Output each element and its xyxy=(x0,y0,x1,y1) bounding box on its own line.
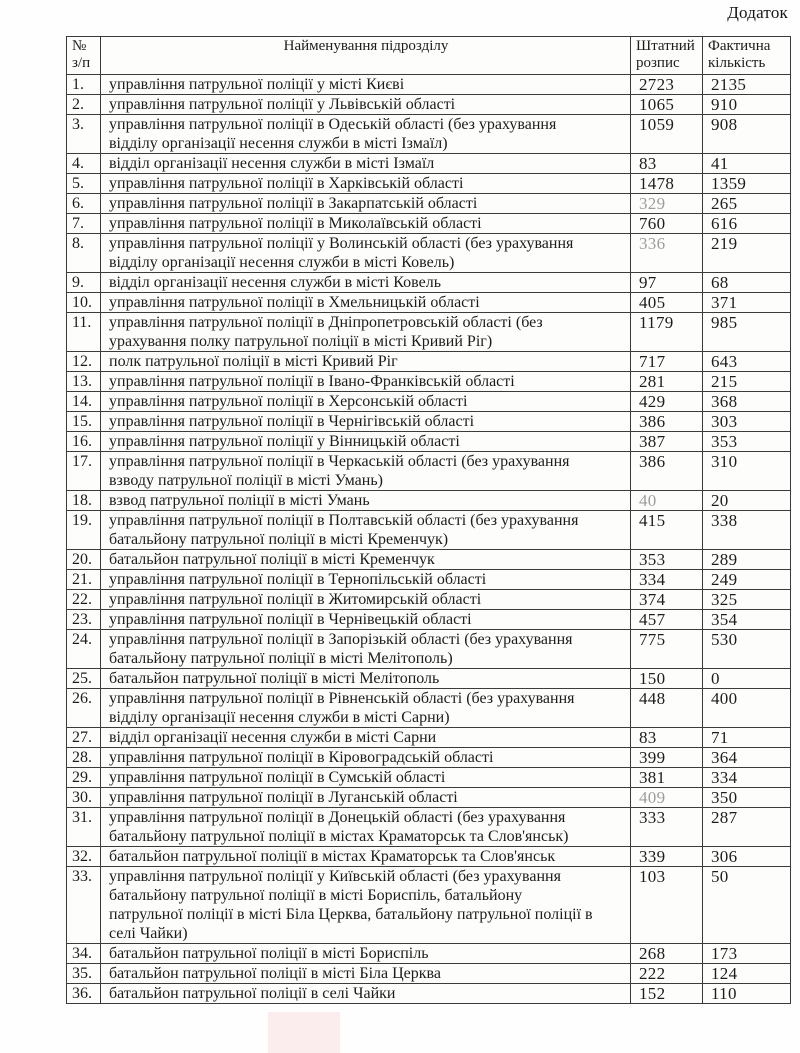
staff-count-cell: 717 xyxy=(631,352,703,372)
staff-count-cell: 1179 xyxy=(631,313,703,352)
unit-name-cell: відділ організації несення служби в місті Ізмаїл xyxy=(101,154,631,174)
row-number-cell: 14. xyxy=(67,392,101,412)
header-unit-name: Найменування підрозділу xyxy=(101,37,631,75)
actual-count-cell: 265 xyxy=(703,194,791,214)
unit-name-cell: управління патрульної поліції в Житомирській області xyxy=(101,590,631,610)
actual-count-cell: 985 xyxy=(703,313,791,352)
table-row xyxy=(67,293,791,313)
table-row xyxy=(67,867,791,944)
table-row xyxy=(67,550,791,570)
actual-count-cell: 71 xyxy=(703,728,791,748)
table-row xyxy=(67,95,791,115)
row-number-cell: 22. xyxy=(67,590,101,610)
unit-name-cell: батальйон патрульної поліції в селі Чайки xyxy=(101,984,631,1004)
table-header-row xyxy=(67,37,791,75)
scan-artifact xyxy=(268,1012,340,1053)
staff-count-cell: 399 xyxy=(631,748,703,768)
table-row xyxy=(67,174,791,194)
staff-count-cell: 775 xyxy=(631,630,703,669)
unit-name-cell: управління патрульної поліції у Львівській області xyxy=(101,95,631,115)
table-row xyxy=(67,452,791,491)
actual-count-cell: 334 xyxy=(703,768,791,788)
table-row xyxy=(67,669,791,689)
actual-count-cell: 350 xyxy=(703,788,791,808)
staff-count-cell: 374 xyxy=(631,590,703,610)
row-number-cell: 35. xyxy=(67,964,101,984)
row-number-cell: 6. xyxy=(67,194,101,214)
actual-count-cell: 338 xyxy=(703,511,791,550)
unit-name-cell: управління патрульної поліції в Чернівецькій області xyxy=(101,610,631,630)
header-staff-count: Штатний розпис xyxy=(631,37,703,75)
row-number-cell: 3. xyxy=(67,115,101,154)
row-number-cell: 19. xyxy=(67,511,101,550)
table-row xyxy=(67,689,791,728)
unit-name-cell: управління патрульної поліції в Рівненській області (без урахування відділу організації несення служби в місті Сарни) xyxy=(101,689,631,728)
staffing-table xyxy=(66,36,791,1004)
unit-name-cell: управління патрульної поліції в Миколаївській області xyxy=(101,214,631,234)
row-number-cell: 1. xyxy=(67,75,101,95)
staff-count-cell: 152 xyxy=(631,984,703,1004)
row-number-cell: 31. xyxy=(67,808,101,847)
table-row xyxy=(67,491,791,511)
staff-count-cell: 1059 xyxy=(631,115,703,154)
actual-count-cell: 50 xyxy=(703,867,791,944)
unit-name-cell: взвод патрульної поліції в місті Умань xyxy=(101,491,631,511)
actual-count-cell: 303 xyxy=(703,412,791,432)
unit-name-cell: управління патрульної поліції в Дніпропетровській області (без урахування полку патрульної поліції в місті Кривий Ріг) xyxy=(101,313,631,352)
row-number-cell: 26. xyxy=(67,689,101,728)
staff-count-cell: 415 xyxy=(631,511,703,550)
staff-count-cell: 97 xyxy=(631,273,703,293)
staff-count-cell: 268 xyxy=(631,944,703,964)
staff-count-cell: 353 xyxy=(631,550,703,570)
row-number-cell: 8. xyxy=(67,234,101,273)
actual-count-cell: 306 xyxy=(703,847,791,867)
table-row xyxy=(67,194,791,214)
table-row xyxy=(67,590,791,610)
row-number-cell: 20. xyxy=(67,550,101,570)
unit-name-cell: управління патрульної поліції в Закарпатській області xyxy=(101,194,631,214)
unit-name-cell: управління патрульної поліції в Херсонській області xyxy=(101,392,631,412)
staff-count-cell: 1065 xyxy=(631,95,703,115)
table-row xyxy=(67,392,791,412)
row-number-cell: 34. xyxy=(67,944,101,964)
table-row xyxy=(67,372,791,392)
actual-count-cell: 110 xyxy=(703,984,791,1004)
actual-count-cell: 354 xyxy=(703,610,791,630)
actual-count-cell: 249 xyxy=(703,570,791,590)
row-number-cell: 17. xyxy=(67,452,101,491)
staff-count-cell: 429 xyxy=(631,392,703,412)
staff-count-cell: 409 xyxy=(631,788,703,808)
actual-count-cell: 643 xyxy=(703,352,791,372)
staff-count-cell: 381 xyxy=(631,768,703,788)
actual-count-cell: 530 xyxy=(703,630,791,669)
unit-name-cell: батальйон патрульної поліції в місті Мелітополь xyxy=(101,669,631,689)
actual-count-cell: 910 xyxy=(703,95,791,115)
row-number-cell: 21. xyxy=(67,570,101,590)
row-number-cell: 25. xyxy=(67,669,101,689)
unit-name-cell: управління патрульної поліції у місті Києві xyxy=(101,75,631,95)
actual-count-cell: 325 xyxy=(703,590,791,610)
annex-label: Додаток xyxy=(727,3,788,22)
unit-name-cell: батальйон патрульної поліції в місті Кременчук xyxy=(101,550,631,570)
staff-count-cell: 329 xyxy=(631,194,703,214)
unit-name-cell: управління патрульної поліції в Черкаській області (без урахування взводу патрульної поліції в місті Умань) xyxy=(101,452,631,491)
actual-count-cell: 368 xyxy=(703,392,791,412)
table-row xyxy=(67,273,791,293)
unit-name-cell: управління патрульної поліції в Одеській області (без урахування відділу організації несення служби в місті Ізмаїл) xyxy=(101,115,631,154)
staff-count-cell: 222 xyxy=(631,964,703,984)
table-row xyxy=(67,630,791,669)
table-row xyxy=(67,154,791,174)
actual-count-cell: 371 xyxy=(703,293,791,313)
table-row xyxy=(67,808,791,847)
unit-name-cell: батальйон патрульної поліції в містах Краматорськ та Слов'янськ xyxy=(101,847,631,867)
staff-count-cell: 150 xyxy=(631,669,703,689)
unit-name-cell: управління патрульної поліції в Сумській області xyxy=(101,768,631,788)
row-number-cell: 18. xyxy=(67,491,101,511)
unit-name-cell: відділ організації несення служби в місті Ковель xyxy=(101,273,631,293)
row-number-cell: 5. xyxy=(67,174,101,194)
header-actual-count: Фактична кількість xyxy=(703,37,791,75)
row-number-cell: 33. xyxy=(67,867,101,944)
actual-count-cell: 41 xyxy=(703,154,791,174)
unit-name-cell: полк патрульної поліції в місті Кривий Ріг xyxy=(101,352,631,372)
actual-count-cell: 124 xyxy=(703,964,791,984)
row-number-cell: 10. xyxy=(67,293,101,313)
staff-count-cell: 457 xyxy=(631,610,703,630)
actual-count-cell: 616 xyxy=(703,214,791,234)
table-row xyxy=(67,570,791,590)
actual-count-cell: 310 xyxy=(703,452,791,491)
actual-count-cell: 353 xyxy=(703,432,791,452)
unit-name-cell: батальйон патрульної поліції в місті Біла Церква xyxy=(101,964,631,984)
unit-name-cell: управління патрульної поліції в Тернопільській області xyxy=(101,570,631,590)
row-number-cell: 11. xyxy=(67,313,101,352)
actual-count-cell: 215 xyxy=(703,372,791,392)
unit-name-cell: управління патрульної поліції в Хмельницькій області xyxy=(101,293,631,313)
table-body xyxy=(67,75,791,1004)
staff-count-cell: 103 xyxy=(631,867,703,944)
staff-count-cell: 336 xyxy=(631,234,703,273)
row-number-cell: 4. xyxy=(67,154,101,174)
table-row xyxy=(67,984,791,1004)
row-number-cell: 30. xyxy=(67,788,101,808)
row-number-cell: 23. xyxy=(67,610,101,630)
actual-count-cell: 400 xyxy=(703,689,791,728)
unit-name-cell: управління патрульної поліції в Кіровоградській області xyxy=(101,748,631,768)
unit-name-cell: управління патрульної поліції в Полтавській області (без урахування батальйону патрульної поліції в місті Кременчук) xyxy=(101,511,631,550)
staff-count-cell: 40 xyxy=(631,491,703,511)
row-number-cell: 7. xyxy=(67,214,101,234)
row-number-cell: 29. xyxy=(67,768,101,788)
unit-name-cell: управління патрульної поліції в Запорізькій області (без урахування батальйону патрульної поліції в місті Мелітополь) xyxy=(101,630,631,669)
staff-count-cell: 333 xyxy=(631,808,703,847)
unit-name-cell: управління патрульної поліції у Київській області (без урахування батальйону патрульної поліції в місті Бориспіль, батальйону патрульної поліції в місті Біла Церква, батальйону патрульної поліції в селі Чайки) xyxy=(101,867,631,944)
unit-name-cell: управління патрульної поліції в Чернігівській області xyxy=(101,412,631,432)
table-row xyxy=(67,234,791,273)
staff-count-cell: 760 xyxy=(631,214,703,234)
actual-count-cell: 173 xyxy=(703,944,791,964)
staff-count-cell: 281 xyxy=(631,372,703,392)
table-row xyxy=(67,847,791,867)
table-row xyxy=(67,313,791,352)
actual-count-cell: 287 xyxy=(703,808,791,847)
staff-count-cell: 386 xyxy=(631,452,703,491)
table-row xyxy=(67,964,791,984)
row-number-cell: 27. xyxy=(67,728,101,748)
staff-count-cell: 405 xyxy=(631,293,703,313)
staff-count-cell: 386 xyxy=(631,412,703,432)
unit-name-cell: управління патрульної поліції в Івано-Франківській області xyxy=(101,372,631,392)
table-row xyxy=(67,788,791,808)
actual-count-cell: 908 xyxy=(703,115,791,154)
actual-count-cell: 364 xyxy=(703,748,791,768)
table-row xyxy=(67,748,791,768)
staff-count-cell: 387 xyxy=(631,432,703,452)
row-number-cell: 9. xyxy=(67,273,101,293)
table-row xyxy=(67,352,791,372)
unit-name-cell: управління патрульної поліції у Вінницькій області xyxy=(101,432,631,452)
staff-count-cell: 339 xyxy=(631,847,703,867)
row-number-cell: 32. xyxy=(67,847,101,867)
actual-count-cell: 20 xyxy=(703,491,791,511)
row-number-cell: 24. xyxy=(67,630,101,669)
actual-count-cell: 2135 xyxy=(703,75,791,95)
table-row xyxy=(67,610,791,630)
staff-count-cell: 448 xyxy=(631,689,703,728)
staff-count-cell: 1478 xyxy=(631,174,703,194)
staff-count-cell: 2723 xyxy=(631,75,703,95)
staff-count-cell: 334 xyxy=(631,570,703,590)
actual-count-cell: 289 xyxy=(703,550,791,570)
unit-name-cell: управління патрульної поліції в Харківській області xyxy=(101,174,631,194)
actual-count-cell: 0 xyxy=(703,669,791,689)
table-row xyxy=(67,412,791,432)
unit-name-cell: управління патрульної поліції в Луганській області xyxy=(101,788,631,808)
unit-name-cell: управління патрульної поліції у Волинській області (без урахування відділу організації несення служби в місті Ковель) xyxy=(101,234,631,273)
staff-count-cell: 83 xyxy=(631,154,703,174)
row-number-cell: 16. xyxy=(67,432,101,452)
row-number-cell: 2. xyxy=(67,95,101,115)
table-row xyxy=(67,214,791,234)
header-row-number: № з/п xyxy=(67,37,101,75)
unit-name-cell: батальйон патрульної поліції в місті Бориспіль xyxy=(101,944,631,964)
actual-count-cell: 219 xyxy=(703,234,791,273)
table-row xyxy=(67,728,791,748)
table-row xyxy=(67,768,791,788)
row-number-cell: 28. xyxy=(67,748,101,768)
row-number-cell: 12. xyxy=(67,352,101,372)
table-row xyxy=(67,432,791,452)
table-row xyxy=(67,115,791,154)
unit-name-cell: управління патрульної поліції в Донецькій області (без урахування батальйону патрульної поліції в містах Краматорськ та Слов'янськ) xyxy=(101,808,631,847)
actual-count-cell: 1359 xyxy=(703,174,791,194)
actual-count-cell: 68 xyxy=(703,273,791,293)
row-number-cell: 15. xyxy=(67,412,101,432)
table-row xyxy=(67,75,791,95)
unit-name-cell: відділ організації несення служби в місті Сарни xyxy=(101,728,631,748)
row-number-cell: 13. xyxy=(67,372,101,392)
table-row xyxy=(67,511,791,550)
row-number-cell: 36. xyxy=(67,984,101,1004)
staff-count-cell: 83 xyxy=(631,728,703,748)
table-row xyxy=(67,944,791,964)
